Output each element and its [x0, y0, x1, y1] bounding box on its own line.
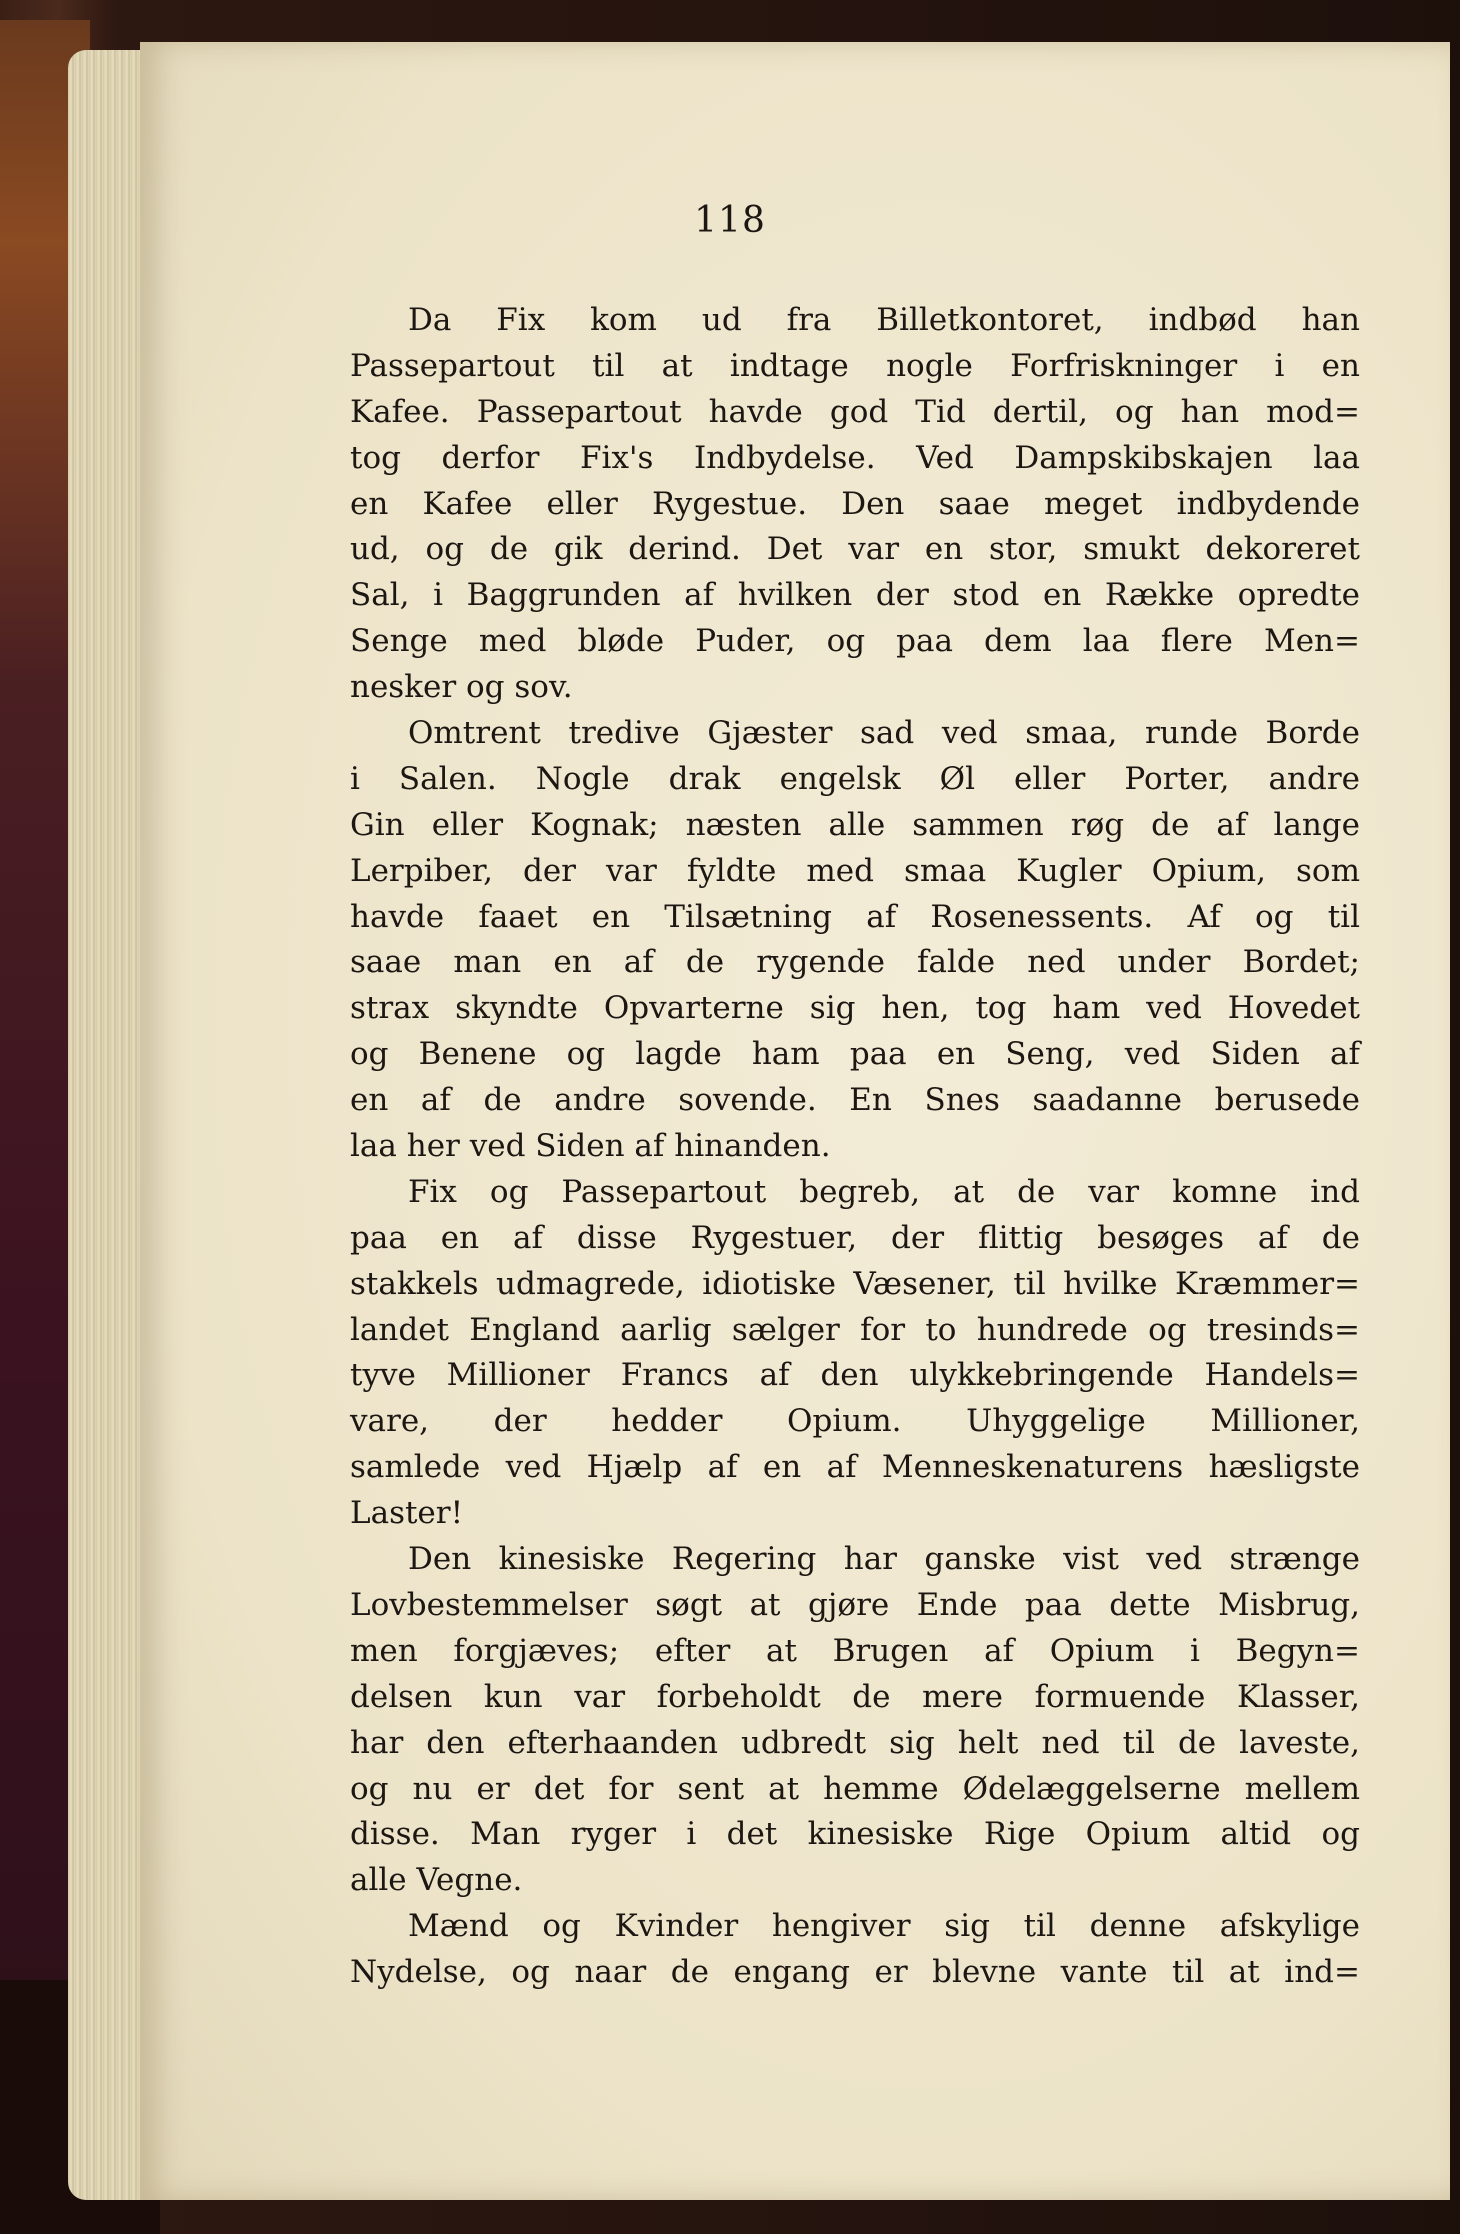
text-line: Fix og Passepartout begreb, at de var komne ind — [408, 1173, 1360, 1210]
page-number: 118 — [694, 200, 766, 241]
text-line: men forgjæves; efter at Brugen af Opium i Begyn= — [350, 1632, 1360, 1669]
text-line: Senge med bløde Puder, og paa dem laa flere Men= — [350, 623, 1360, 660]
text-line: alle Vegne. — [350, 1862, 523, 1899]
text-line: har den efterhaanden udbredt sig helt ned til de laveste, — [350, 1724, 1360, 1761]
text-line: en Kafee eller Rygestue. Den saae meget indbydende — [350, 485, 1360, 522]
text-line: nesker og sov. — [350, 669, 573, 706]
text-line: Sal, i Baggrunden af hvilken der stod en Række opredte — [350, 577, 1360, 614]
body-text — [350, 298, 1360, 1996]
text-line: i Salen. Nogle drak engelsk Øl eller Porter, andre — [350, 760, 1360, 797]
text-line: og nu er det for sent at hemme Ødelæggelserne mellem — [350, 1770, 1360, 1807]
text-line: strax skyndte Opvarterne sig hen, tog ham ved Hovedet — [350, 990, 1360, 1027]
text-line: Laster! — [350, 1495, 464, 1532]
text-line: Omtrent tredive Gjæster sad ved smaa, runde Borde — [408, 715, 1360, 752]
text-line: Lovbestemmelser søgt at gjøre Ende paa dette Misbrug, — [350, 1586, 1360, 1623]
text-line: vare, der hedder Opium. Uhyggelige Millioner, — [350, 1403, 1360, 1440]
text-line: Kafee. Passepartout havde god Tid dertil, og han mod= — [350, 393, 1360, 430]
text-line: paa en af disse Rygestuer, der flittig besøges af de — [350, 1219, 1360, 1256]
text-line: samlede ved Hjælp af en af Menneskenaturens hæsligste — [350, 1449, 1360, 1486]
text-line: laa her ved Siden af hinanden. — [350, 1128, 831, 1165]
text-line: havde faaet en Tilsætning af Rosenessents. Af og til — [350, 898, 1360, 935]
text-line: og Benene og lagde ham paa en Seng, ved Siden af — [350, 1036, 1360, 1073]
text-line: Gin eller Kognak; næsten alle sammen røg de af lange — [350, 806, 1360, 843]
text-line: Lerpiber, der var fyldte med smaa Kugler Opium, som — [350, 852, 1360, 889]
text-line: tog derfor Fix's Indbydelse. Ved Dampskibskajen laa — [350, 439, 1360, 476]
text-line: saae man en af de rygende falde ned under Bordet; — [350, 944, 1360, 981]
text-line: Da Fix kom ud fra Billetkontoret, indbød han — [408, 302, 1360, 338]
text-line: Nydelse, og naar de engang er blevne vante til at ind= — [350, 1954, 1360, 1991]
text-line: tyve Millioner Francs af den ulykkebringende Handels= — [350, 1357, 1360, 1394]
text-line: landet England aarlig sælger for to hundrede og tresinds= — [350, 1311, 1360, 1348]
text-line: Mænd og Kvinder hengiver sig til denne afskylige — [408, 1908, 1360, 1945]
text-line: stakkels udmagrede, idiotiske Væsener, til hvilke Kræmmer= — [350, 1265, 1360, 1302]
text-line: ud, og de gik derind. Det var en stor, smukt dekoreret — [350, 531, 1360, 568]
text-line: en af de andre sovende. En Snes saadanne berusede — [350, 1082, 1360, 1119]
text-line: disse. Man ryger i det kinesiske Rige Opium altid og — [350, 1816, 1360, 1853]
text-line: Passepartout til at indtage nogle Forfriskninger i en — [350, 347, 1360, 384]
text-line: Den kinesiske Regering har ganske vist ved strænge — [408, 1541, 1360, 1578]
text-line: delsen kun var forbeholdt de mere formuende Klasser, — [350, 1678, 1360, 1715]
